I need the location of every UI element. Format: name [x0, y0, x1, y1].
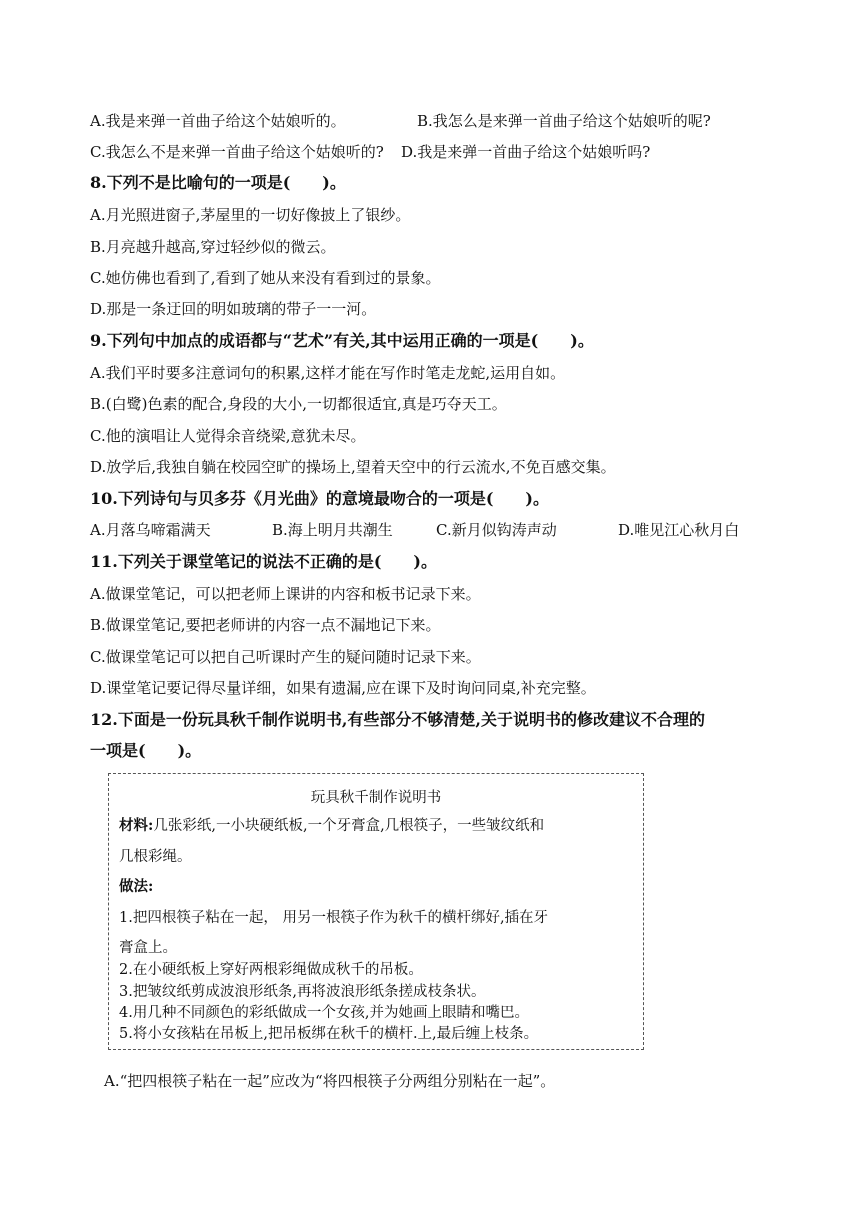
- q7-option-c[interactable]: C.我怎么不是来弹一首曲子给这个姑娘听的?: [90, 143, 384, 161]
- q8-option-a[interactable]: A.月光照进窗子,茅屋里的一切好像披上了银纱。: [90, 206, 411, 224]
- q7-options-row-2: [90, 142, 790, 162]
- manual-materials-line-1: [119, 816, 544, 836]
- manual-box: [108, 773, 644, 1050]
- q9-option-c[interactable]: C.他的演唱让人觉得余音绕梁,意犹未尽。: [90, 427, 366, 445]
- manual-step-1-line-2: 膏盒上。: [119, 940, 177, 956]
- q8-option-c[interactable]: C.她仿佛也看到了,看到了她从来没有看到过的景象。: [90, 269, 441, 287]
- manual-step-1-line-1: 1.把四根筷子粘在一起， 用另一根筷子作为秋千的横杆绑好,插在牙: [119, 910, 549, 926]
- manual-title: 玩具秋千制作说明书: [310, 790, 442, 806]
- manual-step-5: 5.将小女孩粘在吊板上,把吊板绑在秋千的横杆.上,最后缠上枝条。: [119, 1026, 539, 1042]
- q12-stem-line-1: 12.下面是一份玩具秋千制作说明书,有些部分不够清楚,关于说明书的修改建议不合理的: [90, 710, 705, 729]
- materials-label: 材料:: [119, 817, 154, 834]
- q10-stem: 10.下列诗句与贝多芬《月光曲》的意境最吻合的一项是( )。: [90, 489, 549, 508]
- manual-step-2: 2.在小硬纸板上穿好两根彩绳做成秋千的吊板。: [119, 962, 423, 978]
- manual-step-4: 4.用几种不同颜色的彩纸做成一个女孩,并为她画上眼睛和嘴巴。: [119, 1005, 529, 1021]
- method-label: 做法:: [119, 878, 154, 895]
- q11-option-c[interactable]: C.做课堂笔记可以把自己听课时产生的疑问随时记录下来。: [90, 648, 481, 666]
- q8-stem: 8.下列不是比喻句的一项是( )。: [90, 173, 346, 192]
- q11-option-a[interactable]: A.做课堂笔记，可以把老师上课讲的内容和板书记录下来。: [90, 585, 481, 603]
- q12-stem-line-2: 一项是( )。: [90, 741, 202, 760]
- q7-option-a[interactable]: A.我是来弹一首曲子给这个姑娘听的。: [90, 112, 346, 130]
- q7-option-b[interactable]: B.我怎么是来弹一首曲子给这个姑娘听的呢?: [417, 112, 711, 130]
- materials-text-1: 几张彩纸,一小块硬纸板,一个牙膏盒,几根筷子，一些皱纹纸和: [153, 818, 545, 834]
- q11-option-d[interactable]: D.课堂笔记要记得尽量详细，如果有遗漏,应在课下及时询问同桌,补充完整。: [90, 679, 596, 697]
- q11-option-b[interactable]: B.做课堂笔记,要把老师讲的内容一点不漏地记下来。: [90, 616, 441, 634]
- q12-option-a[interactable]: A.“把四根筷子粘在一起”应改为“将四根筷子分两组分别粘在一起”。: [104, 1072, 556, 1090]
- manual-materials-line-2: 几根彩绳。: [119, 849, 192, 865]
- q9-option-d[interactable]: D.放学后,我独自躺在校园空旷的操场上,望着天空中的行云流水,不免百感交集。: [90, 458, 616, 476]
- q9-option-a[interactable]: A.我们平时要多注意词句的积累,这样才能在写作时笔走龙蛇,运用自如。: [90, 364, 566, 382]
- q10-options-row: [90, 520, 770, 540]
- q8-option-b[interactable]: B.月亮越升越高,穿过轻纱似的微云。: [90, 238, 336, 256]
- q10-option-a[interactable]: A.月落乌啼霜满天: [90, 521, 211, 539]
- q10-option-b[interactable]: B.海上明月共潮生: [272, 521, 393, 539]
- q8-option-d[interactable]: D.那是一条迂回的明如玻璃的带子一一河。: [90, 300, 377, 318]
- q9-stem: 9.下列句中加点的成语都与“艺术”有关,其中运用正确的一项是( )。: [90, 331, 594, 350]
- q7-option-d[interactable]: D.我是来弹一首曲子给这个姑娘听吗?: [401, 143, 651, 161]
- q10-option-c[interactable]: C.新月似钩涛声动: [436, 521, 557, 539]
- q10-option-d[interactable]: D.唯见江心秋月白: [618, 521, 740, 539]
- q11-stem: 11.下列关于课堂笔记的说法不正确的是( )。: [90, 552, 437, 571]
- manual-step-3: 3.把皱纹纸剪成波浪形纸条,再将波浪形纸条搓成枝条状。: [119, 984, 486, 1000]
- q7-options-row-1: [90, 111, 790, 131]
- q9-option-b[interactable]: B.(白鹭)色素的配合,身段的大小,一切都很适宜,真是巧夺天工。: [90, 395, 507, 413]
